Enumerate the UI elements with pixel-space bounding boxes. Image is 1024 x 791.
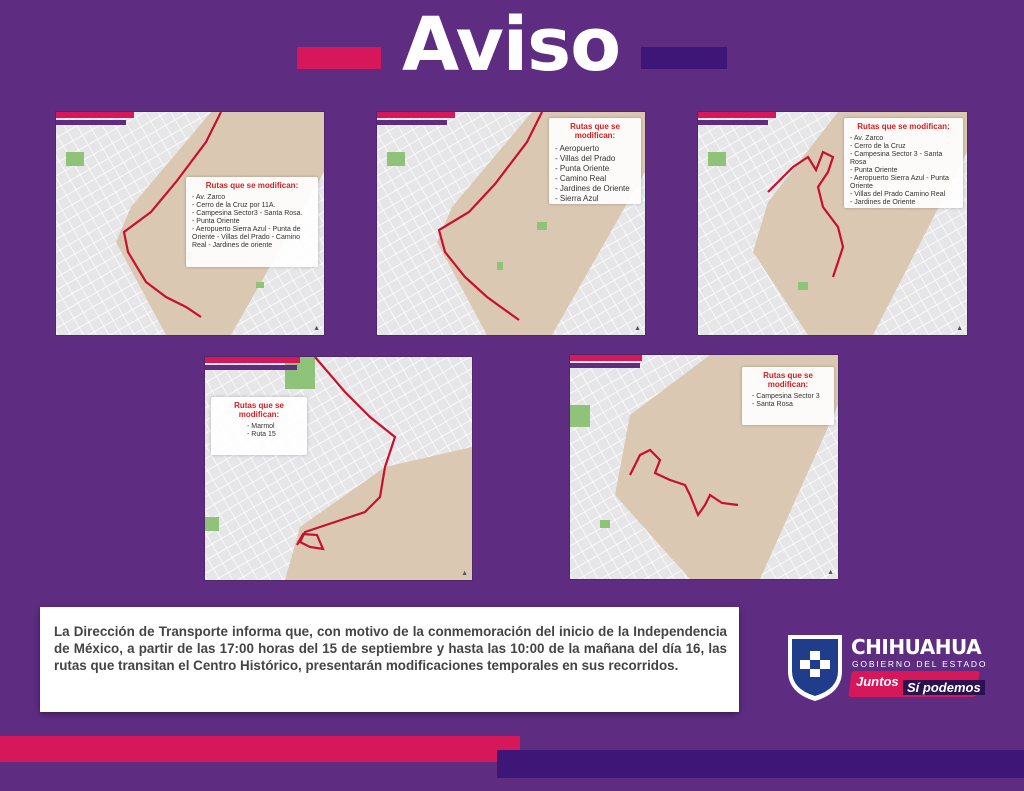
route-map-3	[698, 112, 967, 335]
route-item: - Aeropuerto Sierra Azul - Punta de Oriente - Villas del Prado - Camino Real - Jardines de oriente	[192, 226, 301, 249]
route-item: - Santa Rosa	[752, 401, 793, 408]
route-item: - Punta Oriente	[192, 218, 240, 225]
route-item: - Villas del Prado	[555, 154, 616, 163]
government-logo	[784, 631, 990, 706]
route-info-box-4	[211, 397, 307, 455]
header	[0, 0, 1024, 100]
info-heading: Rutas que se modifican:	[234, 401, 284, 419]
logo-name: CHIHUAHUA	[851, 635, 982, 659]
title-accent-purple	[641, 47, 727, 69]
info-heading: Rutas que se modifican:	[763, 371, 813, 389]
route-item: - Aeropuerto Sierra Azul - Punta Oriente	[850, 175, 949, 190]
route-item: - Jardines de Oriente	[555, 184, 630, 193]
notice-box	[40, 607, 739, 712]
logo-subtitle: GOBIERNO DEL ESTADO	[852, 659, 988, 669]
route-item: - Cerro de la Cruz	[850, 143, 906, 150]
info-heading: Rutas que se modifican:	[857, 122, 950, 131]
info-heading: Rutas que se modifican:	[570, 122, 620, 140]
route-item: - Marmol	[247, 423, 275, 430]
slogan-si-podemos: Sí podemos	[903, 680, 985, 695]
route-map-4	[205, 357, 472, 580]
route-info-box-2	[549, 118, 641, 204]
state-shield-icon	[784, 631, 846, 703]
north-arrow-icon: ▲	[313, 325, 320, 332]
north-arrow-icon: ▲	[827, 569, 834, 576]
route-info-box-3	[844, 118, 963, 208]
page-title: Aviso	[401, 2, 621, 88]
north-arrow-icon: ▲	[461, 570, 468, 577]
title-accent-pink	[297, 47, 381, 69]
route-map-5	[570, 355, 838, 579]
route-item: - Campesina Sector 3 - Santa Rosa	[850, 151, 943, 166]
route-info-box-1	[186, 177, 318, 267]
route-item: - Av. Zarco	[192, 194, 226, 201]
route-item: - Punta Oriente	[555, 164, 610, 173]
route-item: - Cerro de la Cruz por 11A.	[192, 202, 276, 209]
route-item: - Ruta 15	[247, 431, 276, 438]
route-item: - Punta Oriente	[850, 167, 898, 174]
route-item: - Jardines de Oriente	[850, 199, 916, 206]
route-item: - Av. Zarco	[850, 135, 884, 142]
north-arrow-icon: ▲	[634, 325, 641, 332]
footer-band-pink	[0, 736, 520, 762]
north-arrow-icon: ▲	[956, 325, 963, 332]
route-line-4	[205, 357, 472, 580]
route-item: - Campesina Sector 3	[752, 393, 820, 400]
route-item: - Villas del Prado Camino Real	[850, 191, 946, 198]
route-info-box-5	[742, 367, 834, 425]
slogan-juntos: Juntos	[856, 674, 899, 689]
route-map-2	[377, 112, 645, 335]
route-item: - Camino Real	[555, 174, 607, 183]
footer-band-purple	[497, 750, 1024, 778]
info-heading: Rutas que se modifican:	[205, 181, 299, 190]
route-item: - Campesina Sector3 - Santa Rosa.	[192, 210, 303, 217]
route-item: - Sierra Azul	[555, 194, 599, 203]
notice-text: La Dirección de Transporte informa que, con motivo de la conmemoración del inicio de la Independencia de México, a partir de las 17:00 horas del 15 de septiembre y hasta las 10:00 de la mañana del día 16, las rutas que transitan el Centro Histórico, presentarán modificaciones temporales en sus recorridos.	[54, 624, 727, 673]
route-item: - Aeropuerto	[555, 144, 600, 153]
route-map-1	[56, 112, 324, 335]
